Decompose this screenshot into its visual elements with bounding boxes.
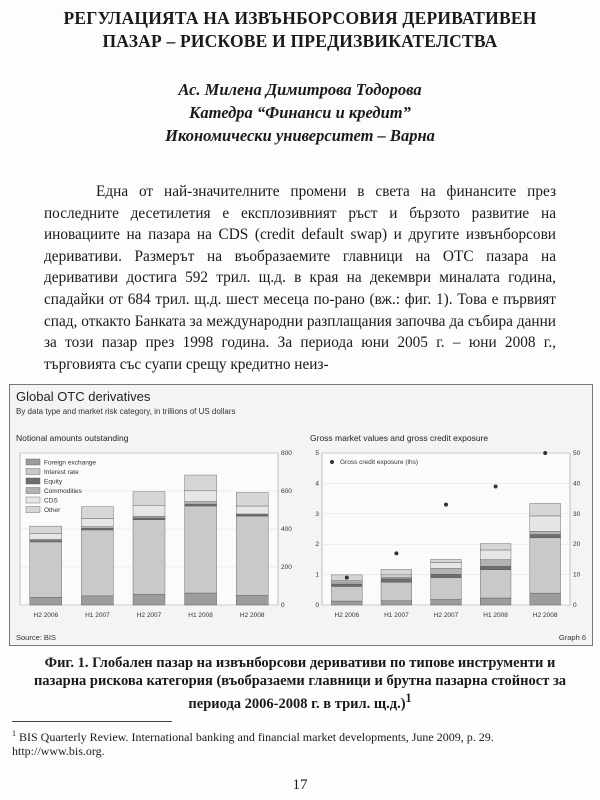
paper-title-line-1: РЕГУЛАЦИЯТА НА ИЗВЪНБОРСОВИЯ ДЕРИВАТИВЕН xyxy=(63,8,537,28)
bar-segment xyxy=(133,516,165,518)
legend-swatch xyxy=(26,469,40,475)
y-tick-label: 0 xyxy=(281,602,285,609)
y-tick-label: 30 xyxy=(573,510,581,518)
right-panel-title: Gross market values and gross credit exposure xyxy=(310,433,489,443)
y2-tick-label: 1 xyxy=(315,571,319,579)
bar-segment xyxy=(236,506,268,514)
bar-segment xyxy=(236,493,268,506)
footnote-marker: 1 xyxy=(12,729,16,738)
figure-1 xyxy=(9,384,593,646)
footnote-text: BIS Quarterly Review. International banking and financial market developments, June 2009, p. 29. http://www.bis.org. xyxy=(12,730,494,758)
bar-segment xyxy=(81,519,113,527)
left-panel-title: Notional amounts outstanding xyxy=(16,433,129,443)
legend-label: Equity xyxy=(44,478,63,486)
legend-swatch xyxy=(26,507,40,513)
author-name: Ас. Милена Димитрова Тодорова xyxy=(178,80,422,99)
bar-segment xyxy=(480,544,511,550)
bar-segment xyxy=(480,560,511,567)
y-tick-label: 50 xyxy=(573,450,581,457)
bar-segment xyxy=(133,492,165,505)
y-tick-label: 40 xyxy=(573,480,581,488)
x-tick-label: H2 2008 xyxy=(532,612,558,619)
bar-segment xyxy=(81,596,113,605)
bar-segment xyxy=(30,542,62,597)
paper-title-line-2: ПАЗАР – РИСКОВЕ И ПРЕДИЗВИКАТЕЛСТВА xyxy=(102,31,498,51)
bar-segment xyxy=(381,601,412,605)
bar-segment xyxy=(480,598,511,605)
x-tick-label: H2 2007 xyxy=(433,612,459,619)
bar-segment xyxy=(431,574,462,577)
footnote-ref: 1 xyxy=(405,691,412,705)
bar-segment xyxy=(530,534,561,537)
legend-label: Interest rate xyxy=(44,469,79,476)
bar-segment xyxy=(81,528,113,530)
x-tick-label: H2 2006 xyxy=(334,612,360,619)
x-tick-label: H2 2007 xyxy=(136,612,162,619)
x-tick-label: H1 2007 xyxy=(85,612,110,619)
legend-label: Other xyxy=(44,507,61,514)
bar-segment xyxy=(185,593,217,605)
bar-segment xyxy=(530,503,561,515)
bar-segment xyxy=(530,531,561,534)
bar-segment xyxy=(185,502,217,504)
bar-segment xyxy=(133,520,165,595)
credit-exposure-point xyxy=(543,451,547,455)
y-tick-label: 400 xyxy=(281,526,292,533)
bar-segment xyxy=(81,530,113,596)
y-tick-label: 0 xyxy=(573,602,577,609)
bar-segment xyxy=(530,516,561,532)
bar-segment xyxy=(30,534,62,540)
y2-tick-label: 2 xyxy=(315,541,319,549)
bar-segment xyxy=(431,578,462,600)
body-paragraph: Една от най-значителните промени в света на финансите през последните десетилетия е експлозивният ръст и бързото развитие на иновациите на пазара на CDS (credit default swap) и другите извънборсови деривативи. Размерът на въобразаемите главници на OTC пазара на деривативи достига 592 трил. щ.д. в края на декември миналата година, спадайки от 684 трил. щ.д. шест месеца по-рано (вж.: фиг. 1). Това е първият спад, откакто Банката за международни разплащания започва да събира данни за този пазар през 1998 година. За периода юни 2005 г. – юни 2008 г., търговията със суапи срещу кредитно неиз- xyxy=(44,183,556,373)
legend-label: Foreign exchange xyxy=(44,459,97,467)
legend-swatch xyxy=(26,459,40,465)
figure-subtitle: By data type and market risk category, in trillions of US dollars xyxy=(16,407,236,416)
author-department: Катедра “Финанси и кредит” xyxy=(189,103,411,122)
bar-segment xyxy=(530,593,561,605)
x-tick-label: H1 2008 xyxy=(188,612,213,619)
figure-source: Source: BIS xyxy=(16,633,57,642)
bar-segment xyxy=(133,518,165,520)
figure-caption-text: Фиг. 1. Глобален пазар на извънборсови деривативи по типове инструменти и пазарна рискова категория (въобразаеми главници и брутна пазарна стойност за периода 2006-2008 г. в трил. щ.д.) xyxy=(33,655,567,712)
bar-segment xyxy=(236,516,268,595)
bar-segment xyxy=(81,507,113,519)
bar-segment xyxy=(236,596,268,606)
y-tick-label: 800 xyxy=(281,450,292,457)
legend-swatch xyxy=(26,497,40,503)
figure-caption xyxy=(30,655,570,713)
bar-segment xyxy=(381,575,412,577)
y2-tick-label: 0 xyxy=(315,602,319,609)
bar-segment xyxy=(381,577,412,579)
legend-swatch xyxy=(26,478,40,484)
bar-segment xyxy=(133,505,165,516)
x-tick-label: H2 2008 xyxy=(239,612,265,619)
legend-swatch xyxy=(26,488,40,494)
author-university: Икономически университет – Варна xyxy=(165,126,435,145)
bar-segment xyxy=(331,584,362,586)
y2-tick-label: 3 xyxy=(315,510,319,518)
y-tick-label: 20 xyxy=(573,541,581,549)
page-number: 17 xyxy=(292,777,308,793)
bar-segment xyxy=(480,570,511,598)
figure-graph-label: Graph 6 xyxy=(558,633,586,642)
bar-segment xyxy=(431,569,462,575)
bar-segment xyxy=(30,597,62,605)
bar-segment xyxy=(431,600,462,605)
legend-label: CDS xyxy=(44,497,58,505)
y-tick-label: 600 xyxy=(281,488,292,495)
bar-segment xyxy=(381,569,412,574)
credit-exposure-point xyxy=(345,576,349,580)
bar-segment xyxy=(431,562,462,568)
gross-market-values-chart xyxy=(306,445,588,623)
bar-segment xyxy=(530,538,561,593)
figure-title: Global OTC derivatives xyxy=(16,389,151,404)
bar-segment xyxy=(381,582,412,601)
bar-segment xyxy=(480,550,511,560)
x-tick-label: H2 2006 xyxy=(33,612,59,619)
bar-segment xyxy=(133,594,165,605)
notional-amounts-chart xyxy=(14,445,300,623)
bar-segment xyxy=(480,566,511,569)
footnote-rule xyxy=(12,721,172,722)
bar-segment xyxy=(185,475,217,491)
y2-tick-label: 4 xyxy=(315,480,319,488)
y2-tick-label: 5 xyxy=(315,450,319,457)
legend-marker xyxy=(330,460,334,464)
y-tick-label: 200 xyxy=(281,564,292,571)
legend-label: Gross credit exposure (lhs) xyxy=(340,459,419,466)
x-tick-label: H1 2007 xyxy=(384,612,409,619)
bar-segment xyxy=(331,580,362,582)
bar-segment xyxy=(30,526,62,534)
bar-segment xyxy=(185,504,217,506)
credit-exposure-point xyxy=(394,551,398,555)
bar-segment xyxy=(381,579,412,582)
credit-exposure-point xyxy=(444,503,448,507)
bar-segment xyxy=(185,491,217,502)
bar-segment xyxy=(81,527,113,529)
bar-segment xyxy=(331,601,362,605)
bar-segment xyxy=(431,559,462,562)
x-tick-label: H1 2008 xyxy=(483,612,508,619)
bar-segment xyxy=(185,506,217,593)
footnote xyxy=(12,727,572,758)
bar-segment xyxy=(331,582,362,584)
legend-label: Commodities xyxy=(44,488,82,495)
credit-exposure-point xyxy=(494,484,498,488)
y-tick-label: 10 xyxy=(573,571,581,579)
bar-segment xyxy=(331,586,362,601)
